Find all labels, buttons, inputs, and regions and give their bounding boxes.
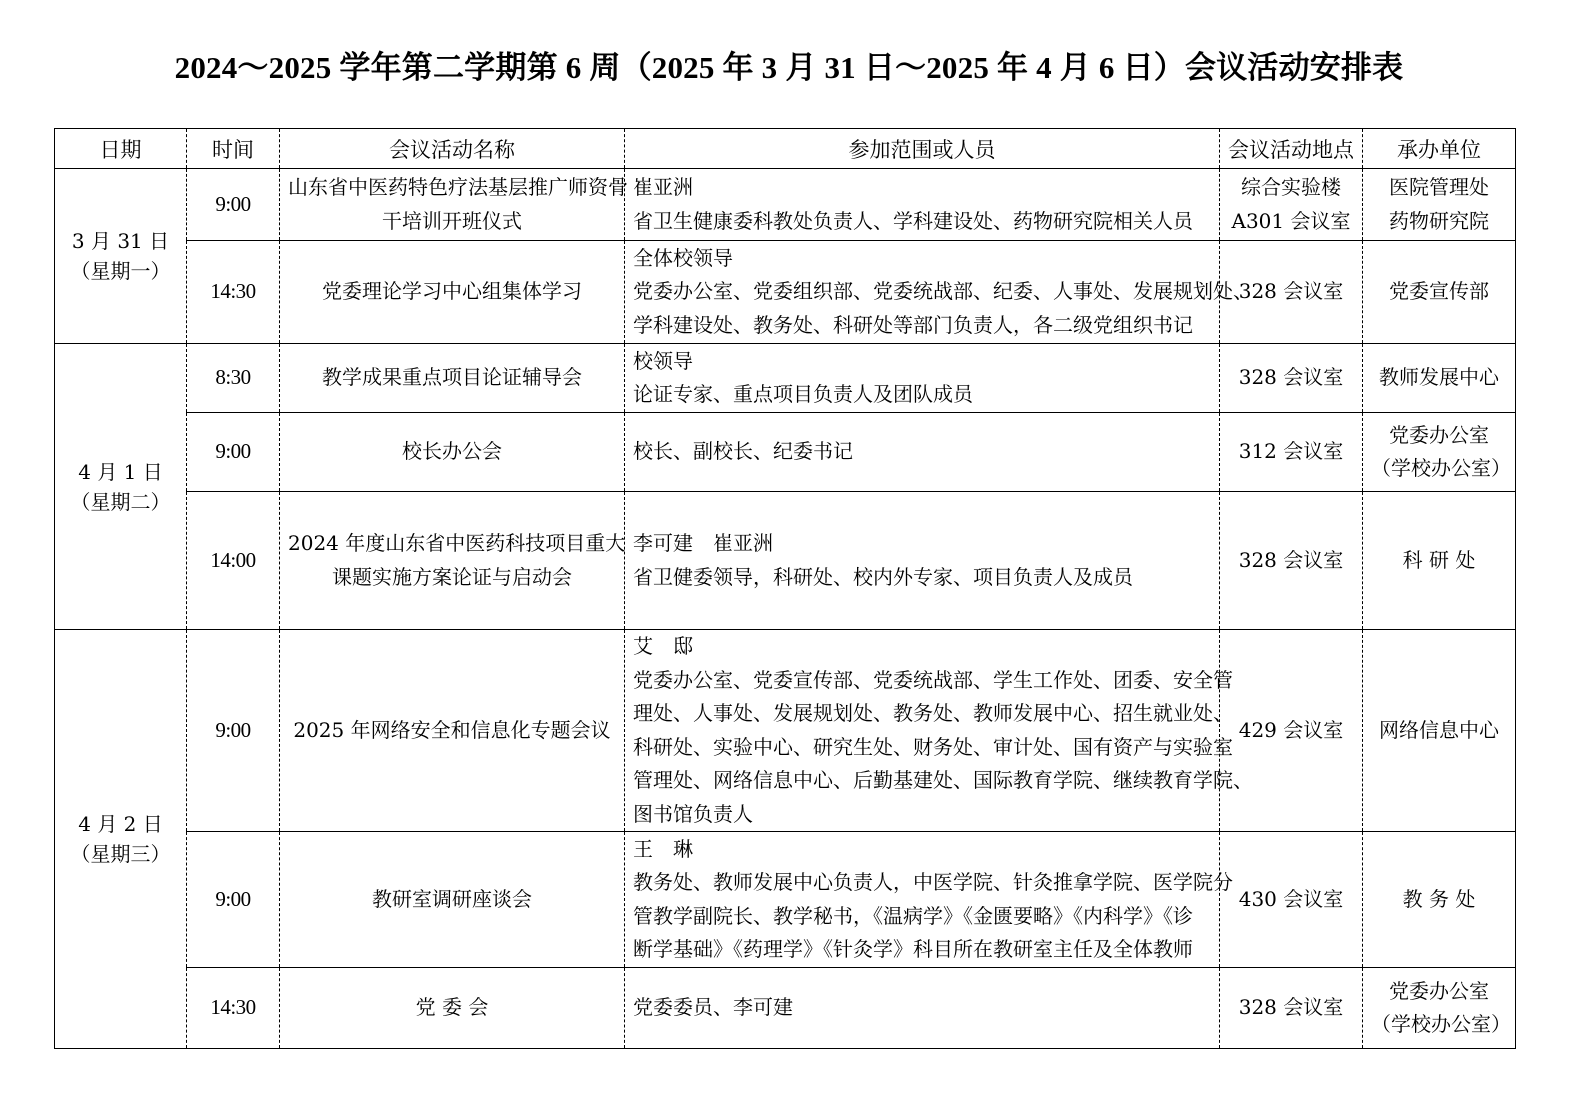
weekday-label: （星期一） [70,259,171,283]
organizer-cell: 科 研 处 [1363,492,1516,630]
location-cell: 328 会议室 [1220,968,1363,1049]
time-cell: 14:00 [187,492,280,630]
organizer-cell: 医院管理处 药物研究院 [1363,169,1516,241]
participants-cell: 校长、副校长、纪委书记 [625,413,1220,492]
header-name: 会议活动名称 [280,129,625,169]
time-cell: 9:00 [187,630,280,832]
location-cell: 328 会议室 [1220,344,1363,413]
table-row [55,968,1516,1049]
table-row [55,492,1516,630]
header-location: 会议活动地点 [1220,129,1363,169]
organizer-cell: 党委办公室 （学校办公室） [1363,413,1516,492]
header-time: 时间 [187,129,280,169]
table-row [55,832,1516,968]
table-row [55,169,1516,241]
date-cell [55,630,187,1049]
header-organizer: 承办单位 [1363,129,1516,169]
schedule-table [54,128,1516,1049]
table-row [55,241,1516,344]
participants-cell: 党委委员、李可建 [625,968,1220,1049]
time-cell: 9:00 [187,832,280,968]
location-cell: 328 会议室 [1220,241,1363,344]
participants-cell: 艾 邸 党委办公室、党委宣传部、党委统战部、学生工作处、团委、安全管 理处、人事处、发展规划处、教务处、教师发展中心、招生就业处、 科研处、实验中心、研究生处、财务处、审计处、国有资产与实验室 管理处、网络信息中心、后勤基建处、国际教育学院、继续教育学院、 图书馆负责人 [625,630,1220,832]
organizer-cell: 教师发展中心 [1363,344,1516,413]
header-date: 日期 [55,129,187,169]
location-cell: 312 会议室 [1220,413,1363,492]
organizer-cell: 党委办公室 （学校办公室） [1363,968,1516,1049]
date-label: 4 月 1 日 [78,459,163,484]
time-cell: 9:00 [187,169,280,241]
participants-cell: 李可建 崔亚洲 省卫健委领导，科研处、校内外专家、项目负责人及成员 [625,492,1220,630]
organizer-cell: 教 务 处 [1363,832,1516,968]
time-cell: 8:30 [187,344,280,413]
location-cell: 综合实验楼 A301 会议室 [1220,169,1363,241]
date-cell [55,169,187,344]
time-cell: 14:30 [187,968,280,1049]
participants-cell: 崔亚洲 省卫生健康委科教处负责人、学科建设处、药物研究院相关人员 [625,169,1220,241]
time-cell: 14:30 [187,241,280,344]
time-cell: 9:00 [187,413,280,492]
location-cell: 430 会议室 [1220,832,1363,968]
table-row [55,413,1516,492]
participants-cell: 校领导 论证专家、重点项目负责人及团队成员 [625,344,1220,413]
name-cell: 教学成果重点项目论证辅导会 [280,344,625,413]
weekday-label: （星期二） [70,489,171,514]
name-cell: 校长办公会 [280,413,625,492]
organizer-cell: 党委宣传部 [1363,241,1516,344]
participants-cell: 全体校领导 党委办公室、党委组织部、党委统战部、纪委、人事处、发展规划处、 学科建设处、教务处、科研处等部门负责人，各二级党组织书记 [625,241,1220,344]
page-title: 2024～2025 学年第二学期第 6 周（2025 年 3 月 31 日～2025 年 4 月 6 日）会议活动安排表 [174,50,1404,85]
weekday-label: （星期三） [70,842,171,866]
header-participants: 参加范围或人员 [625,129,1220,169]
name-cell: 2025 年网络安全和信息化专题会议 [280,630,625,832]
table-row [55,630,1516,832]
name-cell: 山东省中医药特色疗法基层推广师资骨 干培训开班仪式 [280,169,625,241]
name-cell: 2024 年度山东省中医药科技项目重大 课题实施方案论证与启动会 [280,492,625,630]
organizer-cell: 网络信息中心 [1363,630,1516,832]
header-row [55,129,1516,169]
location-cell: 429 会议室 [1220,630,1363,832]
name-cell: 教研室调研座谈会 [280,832,625,968]
name-cell: 党委理论学习中心组集体学习 [280,241,625,344]
table-row [55,344,1516,413]
location-cell: 328 会议室 [1220,492,1363,630]
date-label: 4 月 2 日 [78,812,163,836]
date-label: 3 月 31 日 [71,229,170,253]
date-cell [55,344,187,630]
name-cell: 党 委 会 [280,968,625,1049]
participants-cell: 王 琳 教务处、教师发展中心负责人，中医学院、针灸推拿学院、医学院分 管教学副院长、教学秘书，《温病学》《金匮要略》《内科学》《诊 断学基础》《药理学》《针灸学》科目所在教研室主任及全体教师 [625,832,1220,968]
